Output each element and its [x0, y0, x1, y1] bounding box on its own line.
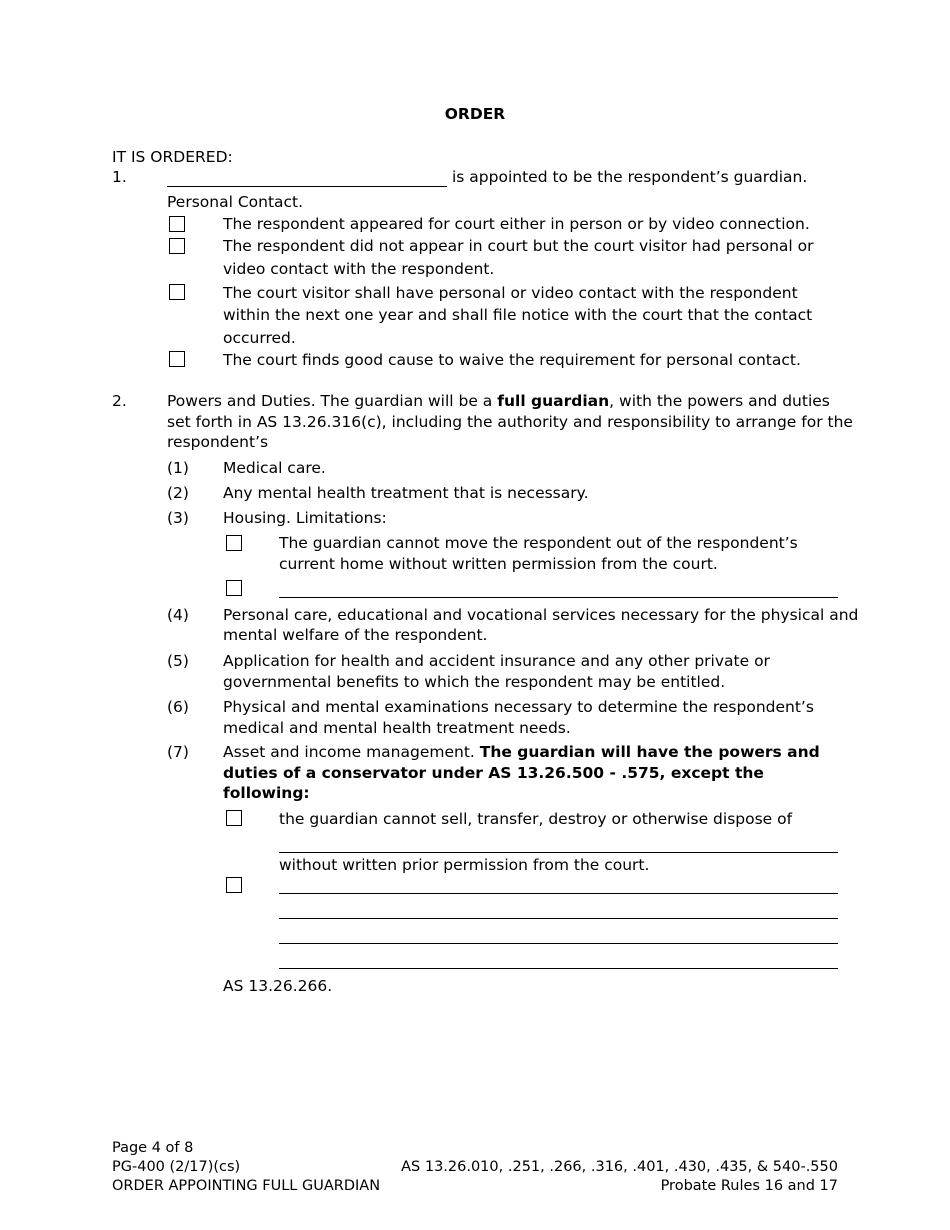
- subitem-number: (3): [167, 509, 189, 527]
- asset-management-line3: following:: [223, 784, 310, 802]
- option-text: The court visitor shall have personal or video contact with the respondent: [223, 284, 798, 302]
- asset-other-blank[interactable]: [279, 893, 838, 894]
- asset-restriction-checkbox[interactable]: [226, 810, 242, 826]
- subitem-number: (4): [167, 606, 189, 624]
- guardian-name-blank[interactable]: [167, 186, 447, 187]
- footer-statutes: AS 13.26.010, .251, .266, .316, .401, .430, .435, & 540-.550: [401, 1159, 838, 1175]
- asset-management-line1: Asset and income management. The guardian will have the powers and: [223, 743, 820, 761]
- item-2-number: 2.: [112, 392, 127, 410]
- order-intro: IT IS ORDERED:: [112, 148, 233, 166]
- personal-contact-heading: Personal Contact.: [167, 193, 304, 211]
- subitem-number: (6): [167, 698, 189, 716]
- housing-limitation-checkbox[interactable]: [226, 535, 242, 551]
- subitem-text: Any mental health treatment that is necessary.: [223, 484, 589, 502]
- subitem-text: Personal care, educational and vocational services necessary for the physical and: [223, 606, 859, 624]
- subitem-text: mental welfare of the respondent.: [223, 626, 488, 644]
- future-contact-checkbox[interactable]: [169, 284, 185, 300]
- option-text: occurred.: [223, 329, 296, 347]
- subitem-text: medical and mental health treatment needs.: [223, 719, 571, 737]
- footer-page-number: Page 4 of 8: [112, 1140, 194, 1156]
- housing-limitation-text: current home without written permission from the court.: [279, 555, 718, 573]
- appeared-in-court-checkbox[interactable]: [169, 216, 185, 232]
- powers-duties-line1: Powers and Duties. The guardian will be a full guardian, with the powers and duties: [167, 392, 830, 410]
- asset-other-checkbox[interactable]: [226, 877, 242, 893]
- option-text: The court finds good cause to waive the requirement for personal contact.: [223, 351, 801, 369]
- subitem-text: governmental benefits to which the respondent may be entitled.: [223, 673, 726, 691]
- appointed-text: is appointed to be the respondent’s guardian.: [452, 168, 808, 186]
- subitem-text: Application for health and accident insurance and any other private or: [223, 652, 770, 670]
- option-text: The respondent did not appear in court but the court visitor had personal or: [223, 237, 814, 255]
- subitem-number: (7): [167, 743, 189, 761]
- statute-citation: AS 13.26.266.: [223, 977, 333, 995]
- asset-restriction-text: without written prior permission from the court.: [279, 856, 650, 874]
- subitem-number: (2): [167, 484, 189, 502]
- footer-form-title: ORDER APPOINTING FULL GUARDIAN: [112, 1178, 381, 1194]
- asset-other-blank[interactable]: [279, 943, 838, 944]
- option-text: within the next one year and shall file notice with the court that the contact: [223, 306, 813, 324]
- visitor-contact-checkbox[interactable]: [169, 238, 185, 254]
- housing-other-blank[interactable]: [279, 597, 838, 598]
- subitem-text: Medical care.: [223, 459, 326, 477]
- asset-other-blank[interactable]: [279, 968, 838, 969]
- subitem-number: (1): [167, 459, 189, 477]
- option-text: video contact with the respondent.: [223, 260, 495, 278]
- page-title: ORDER: [444, 105, 506, 123]
- subitem-text: Housing. Limitations:: [223, 509, 387, 527]
- waive-contact-checkbox[interactable]: [169, 351, 185, 367]
- footer-rules: Probate Rules 16 and 17: [660, 1178, 838, 1194]
- asset-description-blank[interactable]: [279, 852, 838, 853]
- housing-limitation-text: The guardian cannot move the respondent out of the respondent’s: [279, 534, 798, 552]
- powers-duties-line3: respondent’s: [167, 433, 269, 451]
- asset-other-blank[interactable]: [279, 918, 838, 919]
- subitem-number: (5): [167, 652, 189, 670]
- housing-other-checkbox[interactable]: [226, 580, 242, 596]
- asset-restriction-text: the guardian cannot sell, transfer, destroy or otherwise dispose of: [279, 810, 793, 828]
- subitem-text: Physical and mental examinations necessary to determine the respondent’s: [223, 698, 814, 716]
- footer-form-code: PG-400 (2/17)(cs): [112, 1159, 241, 1175]
- item-1-number: 1.: [112, 168, 127, 186]
- asset-management-line2: duties of a conservator under AS 13.26.500 - .575, except the: [223, 764, 764, 782]
- powers-duties-line2: set forth in AS 13.26.316(c), including the authority and responsibility to arrange for the: [167, 413, 853, 431]
- option-text: The respondent appeared for court either in person or by video connection.: [223, 215, 810, 233]
